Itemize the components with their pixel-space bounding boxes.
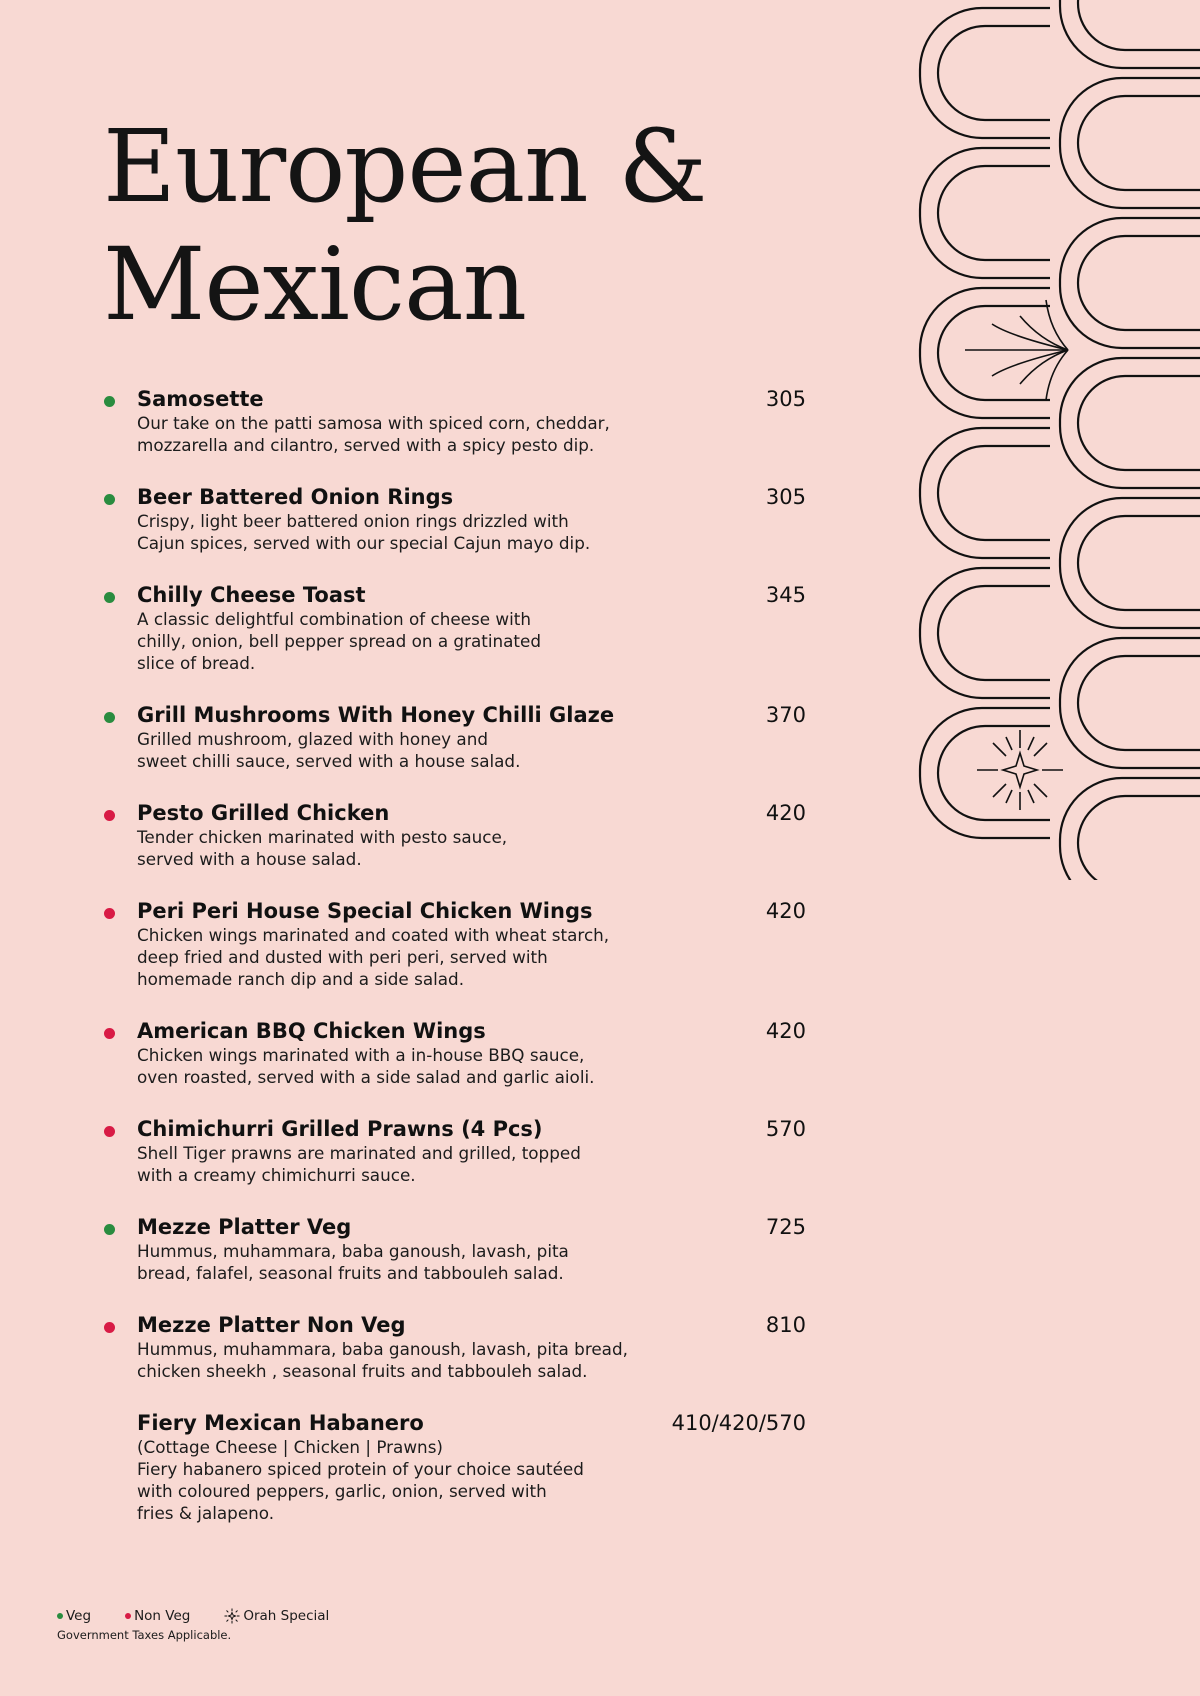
legend-nonveg-label: Non Veg: [134, 1608, 191, 1624]
menu-item: [104, 1018, 806, 1088]
menu-item-description: Grilled mushroom, glazed with honey and sweet chilli sauce, served with a house salad.: [137, 729, 521, 771]
menu-item-description: A classic delightful combination of cheese with chilly, onion, bell pepper spread on a gratinated slice of bread.: [137, 609, 541, 673]
menu-item-header: [137, 800, 806, 826]
menu-item-description: Crispy, light beer battered onion rings drizzled with Cajun spices, served with our special Cajun mayo dip.: [137, 511, 591, 553]
menu-item: [104, 1312, 806, 1382]
menu-item-price: 370: [765, 703, 806, 727]
legend-veg-label: Veg: [66, 1608, 92, 1624]
menu-item-header: [137, 1018, 806, 1044]
menu-item-price: 725: [765, 1215, 806, 1239]
menu-item-name: Chimichurri Grilled Prawns (4 Pcs): [137, 1117, 543, 1141]
menu-item-name: Peri Peri House Special Chicken Wings: [137, 899, 593, 923]
nonveg-dot-icon: [104, 1322, 115, 1333]
veg-dot-icon: [104, 1224, 115, 1235]
menu-item-name: Grill Mushrooms With Honey Chilli Glaze: [137, 703, 615, 727]
menu-item: [104, 484, 806, 554]
menu-item-description: Tender chicken marinated with pesto sauce, served with a house salad.: [137, 827, 508, 869]
menu-item-price: 305: [765, 485, 806, 509]
menu-item-description: (Cottage Cheese | Chicken | Prawns) Fiery habanero spiced protein of your choice sautéed with coloured peppers, garlic, onion, served with fries & jalapeno.: [137, 1437, 584, 1523]
menu-item-price: 410/420/570: [671, 1411, 806, 1435]
menu-item-description: Chicken wings marinated and coated with wheat starch, deep fried and dusted with peri peri, served with homemade ranch dip and a side salad.: [137, 925, 610, 989]
menu-item-price: 810: [765, 1313, 806, 1337]
menu-item-header: [137, 1410, 806, 1436]
legend-veg: [57, 1608, 91, 1624]
menu-item-header: [137, 1214, 806, 1240]
legend-special: [224, 1608, 329, 1624]
nonveg-dot-icon: [104, 1028, 115, 1039]
menu-item-price: 570: [765, 1117, 806, 1141]
legend-nonveg: [125, 1608, 190, 1624]
taxes-note: Government Taxes Applicable.: [57, 1628, 232, 1642]
menu-item-price: 305: [765, 387, 806, 411]
nonveg-dot-icon: [104, 810, 115, 821]
menu-item: [104, 582, 806, 674]
menu-item-price: 420: [765, 801, 806, 825]
veg-dot-icon: [104, 494, 115, 505]
veg-dot-icon: [104, 396, 115, 407]
menu-item-header: [137, 484, 806, 510]
menu-item-name: Fiery Mexican Habanero: [137, 1411, 424, 1435]
menu-item-description: Chicken wings marinated with a in-house BBQ sauce, oven roasted, served with a side salad and garlic aioli.: [137, 1045, 595, 1087]
menu-item-header: [137, 1312, 806, 1338]
arch-pattern-decoration: [900, 0, 1200, 880]
nonveg-dot-icon: [125, 1613, 131, 1619]
veg-dot-icon: [104, 592, 115, 603]
page-title-line-2: Mexican: [103, 226, 526, 343]
menu-item-price: 420: [765, 899, 806, 923]
menu-list: [104, 386, 806, 1552]
legend: [57, 1608, 329, 1624]
menu-item-description: Hummus, muhammara, baba ganoush, lavash, pita bread, chicken sheekh , seasonal fruits and tabbouleh salad.: [137, 1339, 628, 1381]
page-title-line-1: European &: [103, 108, 707, 225]
menu-item-name: Mezze Platter Non Veg: [137, 1313, 406, 1337]
menu-item-description: Our take on the patti samosa with spiced corn, cheddar, mozzarella and cilantro, served with a spicy pesto dip.: [137, 413, 610, 455]
menu-item: [104, 1214, 806, 1284]
menu-item-header: [137, 898, 806, 924]
veg-dot-icon: [57, 1613, 63, 1619]
menu-item: [104, 800, 806, 870]
menu-item-header: [137, 702, 806, 728]
menu-item-header: [137, 582, 806, 608]
menu-item-name: Beer Battered Onion Rings: [137, 485, 454, 509]
menu-item: [104, 702, 806, 772]
legend-special-label: Orah Special: [243, 1608, 330, 1624]
menu-item-name: Samosette: [137, 387, 264, 411]
sparkle-icon: [977, 730, 1063, 810]
page-title: [103, 108, 706, 344]
menu-item: [104, 386, 806, 456]
menu-item-name: Mezze Platter Veg: [137, 1215, 352, 1239]
veg-dot-icon: [104, 712, 115, 723]
nonveg-dot-icon: [104, 1126, 115, 1137]
menu-item-price: 345: [765, 583, 806, 607]
special-sparkle-icon: [224, 1608, 240, 1624]
nonveg-dot-icon: [104, 908, 115, 919]
menu-item: [104, 898, 806, 990]
menu-item-description: Hummus, muhammara, baba ganoush, lavash, pita bread, falafel, seasonal fruits and tabbouleh salad.: [137, 1241, 569, 1283]
menu-item-header: [137, 386, 806, 412]
menu-item: [104, 1410, 806, 1524]
leaf-icon: [965, 300, 1068, 400]
menu-item-description: Shell Tiger prawns are marinated and grilled, topped with a creamy chimichurri sauce.: [137, 1143, 581, 1185]
menu-item-name: American BBQ Chicken Wings: [137, 1019, 486, 1043]
menu-item-name: Chilly Cheese Toast: [137, 583, 366, 607]
menu-item-header: [137, 1116, 806, 1142]
menu-item-price: 420: [765, 1019, 806, 1043]
menu-item-name: Pesto Grilled Chicken: [137, 801, 390, 825]
menu-item: [104, 1116, 806, 1186]
